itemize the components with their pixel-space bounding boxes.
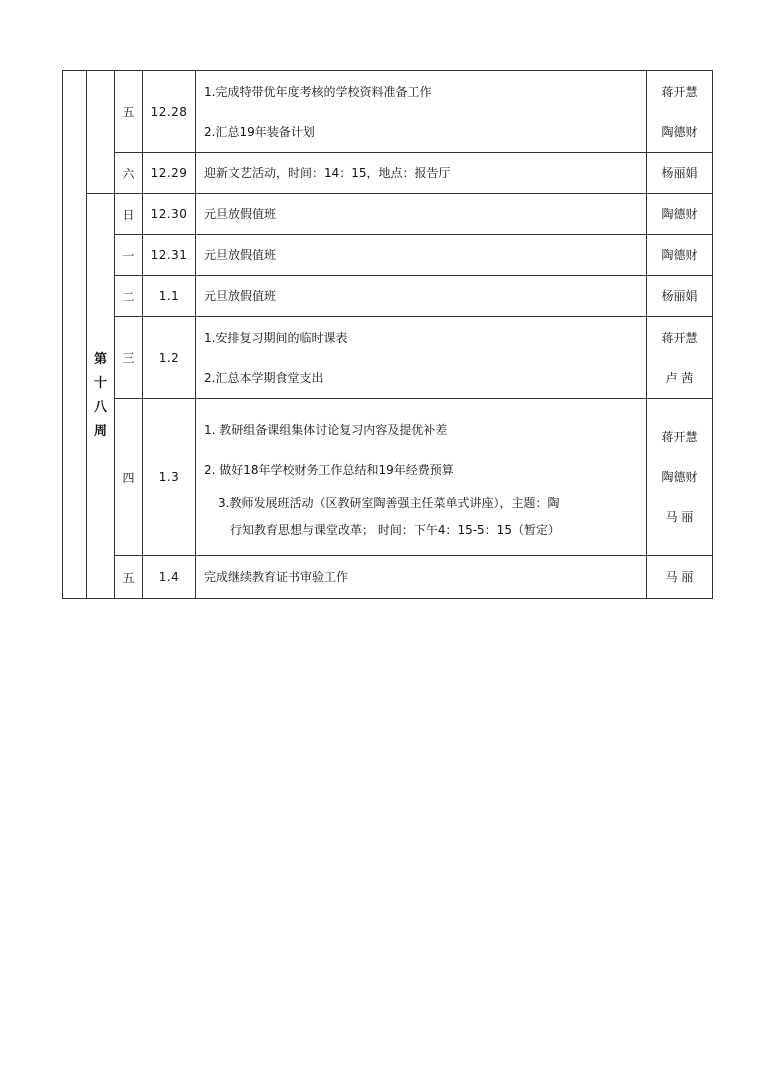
person-name: 陶德财 [661, 124, 698, 139]
person-cell [647, 71, 713, 153]
week-label-char: 八 [93, 400, 107, 415]
task-cell [196, 399, 647, 556]
person-name: 马 丽 [665, 570, 694, 584]
task-item: 2. 做好18年学校财务工作总结和19年经费预算 [204, 463, 454, 477]
task-item: 完成继续教育证书审验工作 [204, 570, 349, 584]
date-cell: 12.28 [143, 71, 196, 153]
task-item: 1.安排复习期间的临时课表 [204, 330, 348, 345]
person-name: 陶德财 [661, 470, 698, 484]
day-cell: 三 [115, 317, 143, 399]
person-name: 杨丽娟 [661, 289, 698, 303]
task-item: 2.汇总19年装备计划 [204, 124, 315, 139]
task-item: 1.完成特带优年度考核的学校资料准备工作 [204, 84, 432, 99]
date-cell: 1.1 [143, 276, 196, 317]
table-row [63, 556, 713, 599]
task-cell [196, 71, 647, 153]
week-label-cell [87, 194, 115, 599]
table-row [63, 153, 713, 194]
task-cell [196, 276, 647, 317]
task-item: 元旦放假值班 [204, 248, 277, 262]
date-cell: 12.29 [143, 153, 196, 194]
person-name: 杨丽娟 [661, 166, 698, 180]
date-cell: 12.31 [143, 235, 196, 276]
prev-week-cell [87, 71, 115, 194]
date-cell: 1.2 [143, 317, 196, 399]
person-cell [647, 556, 713, 599]
table-row [63, 194, 713, 235]
day-cell: 一 [115, 235, 143, 276]
week-label-char: 第 [93, 352, 107, 367]
task-item: 3.教师发展班活动（区教研室陶善强主任菜单式讲座），主题：陶 [218, 496, 560, 510]
week-label-char: 周 [93, 424, 107, 439]
task-cell [196, 153, 647, 194]
day-cell: 五 [115, 556, 143, 599]
person-cell [647, 235, 713, 276]
task-item: 2.汇总本学期食堂支出 [204, 370, 324, 385]
person-cell [647, 399, 713, 556]
person-cell [647, 153, 713, 194]
date-cell: 12.30 [143, 194, 196, 235]
task-item: 行知教育思想与课堂改革； 时间：下午4：15-5：15（暂定） [230, 523, 560, 537]
table-row [63, 276, 713, 317]
day-cell: 四 [115, 399, 143, 556]
task-cell [196, 317, 647, 399]
table-row [63, 317, 713, 399]
person-name: 马 丽 [665, 510, 694, 524]
person-name: 陶德财 [661, 207, 698, 221]
person-name: 蒋开慧 [661, 430, 698, 444]
blank-column [63, 71, 87, 599]
person-cell [647, 276, 713, 317]
day-cell: 日 [115, 194, 143, 235]
person-name: 陶德财 [661, 248, 698, 262]
task-item: 元旦放假值班 [204, 289, 277, 303]
task-cell [196, 194, 647, 235]
person-name: 卢 茜 [665, 370, 694, 385]
person-name: 蒋开慧 [661, 84, 698, 99]
day-cell: 二 [115, 276, 143, 317]
date-cell: 1.4 [143, 556, 196, 599]
table-row [63, 399, 713, 556]
task-item: 1. 教研组备课组集体讨论复习内容及提优补差 [204, 423, 448, 437]
week-label-char: 十 [93, 376, 107, 391]
task-cell [196, 556, 647, 599]
person-cell [647, 194, 713, 235]
person-cell [647, 317, 713, 399]
schedule-table [62, 70, 713, 599]
day-cell: 五 [115, 71, 143, 153]
table-row [63, 235, 713, 276]
task-cell [196, 235, 647, 276]
person-name: 蒋开慧 [661, 330, 698, 345]
date-cell: 1.3 [143, 399, 196, 556]
table-row [63, 71, 713, 153]
day-cell: 六 [115, 153, 143, 194]
task-item: 迎新文艺活动，时间：14：15，地点：报告厅 [204, 166, 451, 180]
task-item: 元旦放假值班 [204, 207, 277, 221]
